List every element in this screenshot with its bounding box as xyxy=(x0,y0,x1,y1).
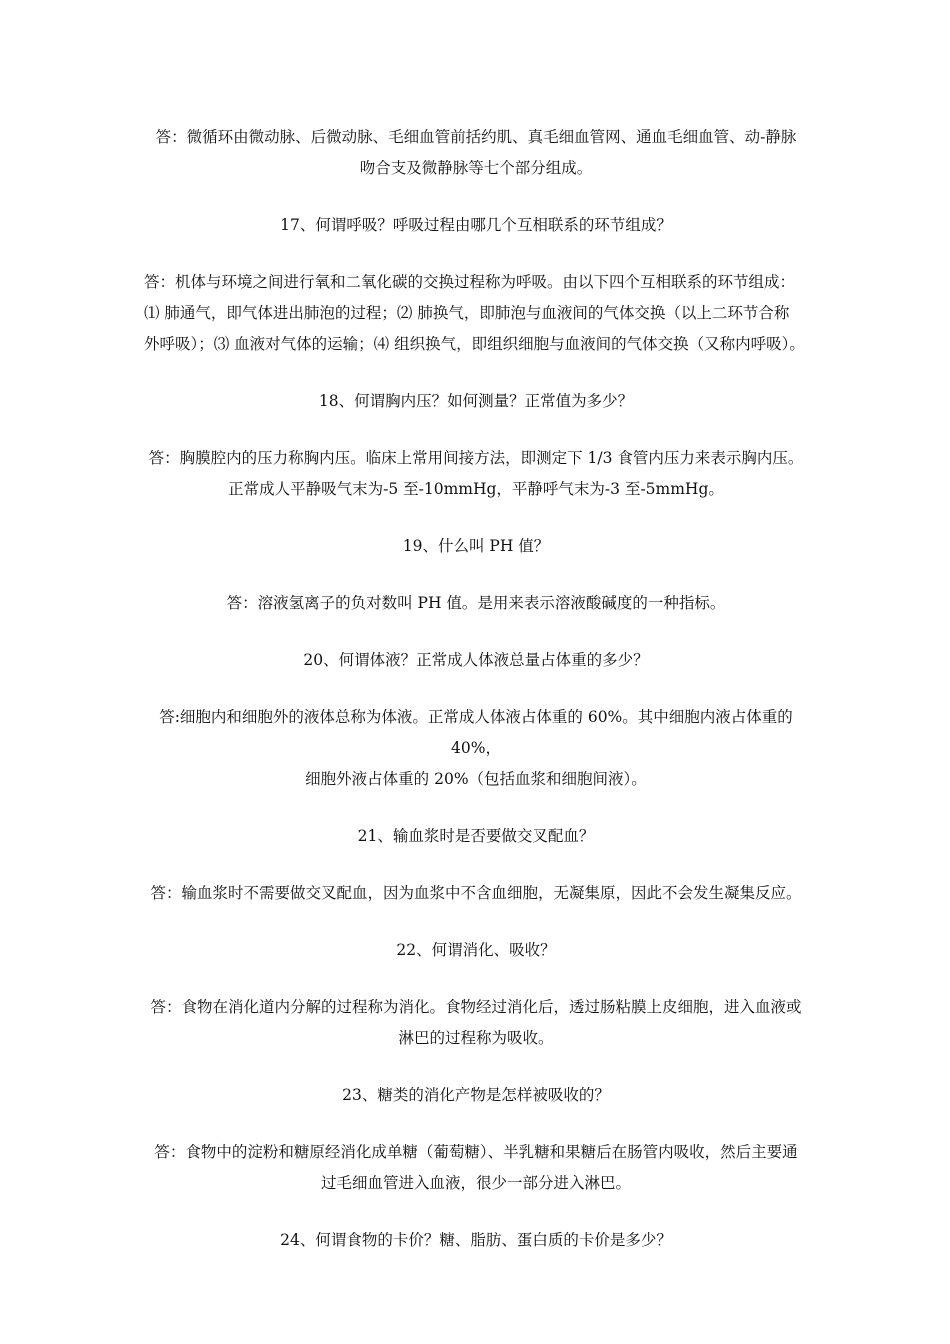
text-line: 答：食物中的淀粉和糖原经消化成单糖（葡萄糖）、半乳糖和果糖后在肠管内吸收，然后主要通 xyxy=(154,1143,798,1161)
text-line: 过毛细血管进入血液，很少一部分进入淋巴。 xyxy=(320,1174,631,1192)
answer-paragraph xyxy=(144,1137,808,1199)
answer-paragraph xyxy=(144,702,808,795)
text-line: 细胞外液占体重的 20%（包括血浆和细胞间液）。 xyxy=(305,770,647,788)
text-line: 20、何谓体液？正常成人体液总量占体重的多少？ xyxy=(303,651,649,669)
text-line: 23、糖类的消化产物是怎样被吸收的？ xyxy=(342,1086,610,1104)
text-line: 答：溶液氢离子的负对数叫 PH 值。是用来表示溶液酸碱度的一种指标。 xyxy=(226,594,726,612)
answer-paragraph xyxy=(144,878,808,909)
text-line: 答：微循环由微动脉、后微动脉、毛细血管前括约肌、真毛细血管网、通血毛细血管、动-静脉 xyxy=(155,128,797,146)
text-line: 答：胸膜腔内的压力称胸内压。临床上常用间接方法，即测定下 1/3 食管内压力来表示胸内压。 xyxy=(148,449,804,467)
text-line: 淋巴的过程称为吸收。 xyxy=(398,1029,554,1047)
text-line: 24、何谓食物的卡价？糖、脂肪、蛋白质的卡价是多少？ xyxy=(280,1231,672,1249)
answer-paragraph xyxy=(144,267,808,360)
text-line: 答：机体与环境之间进行氧和二氧化碳的交换过程称为呼吸。由以下四个互相联系的环节组成： xyxy=(144,273,796,291)
question-heading xyxy=(144,935,808,966)
question-heading xyxy=(144,1080,808,1111)
answer-paragraph xyxy=(144,122,808,184)
text-line: 21、输血浆时是否要做交叉配血？ xyxy=(357,827,595,845)
text-line: 外呼吸）；⑶ 血液对气体的运输；⑷ 组织换气，即组织细胞与血液间的气体交换（又称内呼吸）。 xyxy=(144,335,805,353)
text-line: ⑴ 肺通气，即气体进出肺泡的过程；⑵ 肺换气，即肺泡与血液间的气体交换（以上二环节合称 xyxy=(144,304,790,322)
answer-paragraph xyxy=(144,443,808,505)
answer-paragraph xyxy=(144,588,808,619)
text-line: 答:细胞内和细胞外的液体总称为体液。正常成人体液占体重的 60%。其中细胞内液占体重的 40%， xyxy=(159,708,793,757)
question-heading xyxy=(144,1225,808,1256)
text-line: 19、什么叫 PH 值？ xyxy=(402,537,550,555)
answer-paragraph xyxy=(144,992,808,1054)
question-heading xyxy=(144,821,808,852)
text-line: 18、何谓胸内压？如何测量？正常值为多少？ xyxy=(318,392,634,410)
question-heading xyxy=(144,645,808,676)
document-body xyxy=(144,122,808,1282)
text-line: 正常成人平静吸气末为-5 至-10mmHg，平静呼气末为-3 至-5mmHg。 xyxy=(228,480,724,498)
text-line: 吻合支及微静脉等七个部分组成。 xyxy=(359,159,593,177)
text-line: 答：食物在消化道内分解的过程称为消化。食物经过消化后，透过肠粘膜上皮细胞，进入血液或 xyxy=(150,998,802,1016)
text-line: 17、何谓呼吸？呼吸过程由哪几个互相联系的环节组成？ xyxy=(280,216,672,234)
text-line: 22、何谓消化、吸收？ xyxy=(396,941,556,959)
question-heading xyxy=(144,531,808,562)
question-heading xyxy=(144,386,808,417)
text-line: 答：输血浆时不需要做交叉配血，因为血浆中不含血细胞，无凝集原，因此不会发生凝集反应。 xyxy=(150,884,802,902)
question-heading xyxy=(144,210,808,241)
